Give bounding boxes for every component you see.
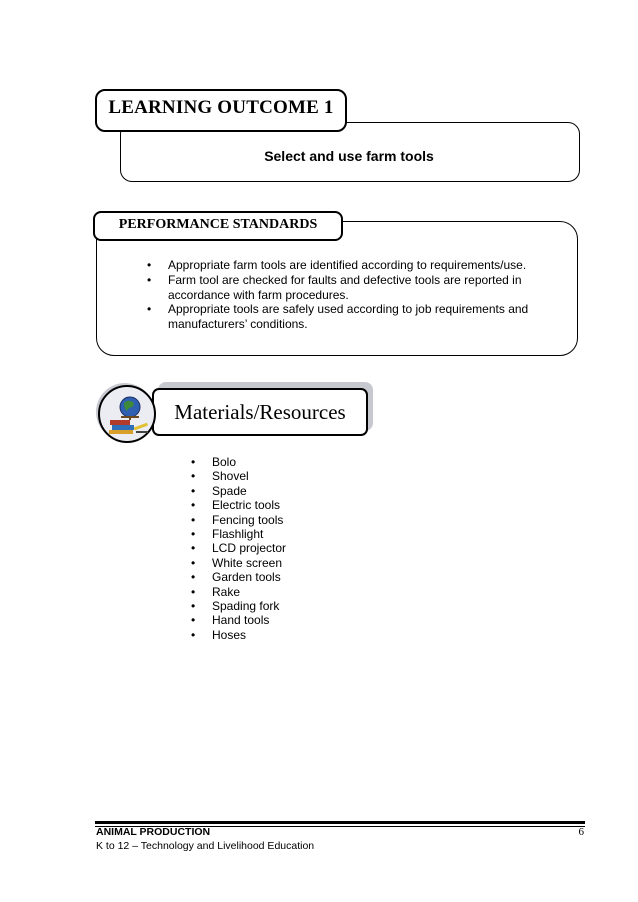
list-item: • Flashlight bbox=[191, 527, 286, 541]
learning-outcome-subtitle: Select and use farm tools bbox=[264, 148, 434, 164]
list-item: • Farm tool are checked for faults and defective tools are reported in accordance with farm procedures. bbox=[147, 273, 547, 303]
page-number: 6 bbox=[578, 826, 584, 838]
footer-subtitle: K to 12 – Technology and Livelihood Education bbox=[96, 840, 315, 852]
list-item: • Rake bbox=[191, 585, 286, 599]
list-item: • Hand tools bbox=[191, 613, 286, 627]
list-item: • Hoses bbox=[191, 628, 286, 642]
list-item: • White screen bbox=[191, 556, 286, 570]
list-item: • Spade bbox=[191, 484, 286, 498]
list-item: • LCD projector bbox=[191, 541, 286, 555]
list-item: • Fencing tools bbox=[191, 513, 286, 527]
learning-outcome-title: LEARNING OUTCOME 1 bbox=[108, 97, 334, 118]
list-item: • Garden tools bbox=[191, 570, 286, 584]
footer-rule bbox=[95, 821, 585, 824]
materials-list bbox=[191, 455, 286, 642]
list-item: • Appropriate tools are safely used according to job requirements and manufacturers’ conditions. bbox=[147, 302, 547, 332]
globe-books-icon bbox=[98, 385, 156, 443]
list-item: • Spading fork bbox=[191, 599, 286, 613]
materials-title: Materials/Resources bbox=[174, 400, 346, 424]
list-item: • Bolo bbox=[191, 455, 286, 469]
performance-standards-list bbox=[147, 258, 547, 332]
footer-title: ANIMAL PRODUCTION bbox=[96, 826, 211, 838]
list-item: • Appropriate farm tools are identified according to requirements/use. bbox=[147, 258, 547, 273]
list-item: • Electric tools bbox=[191, 498, 286, 512]
performance-standards-title: PERFORMANCE STANDARDS bbox=[118, 217, 318, 232]
list-item: • Shovel bbox=[191, 469, 286, 483]
